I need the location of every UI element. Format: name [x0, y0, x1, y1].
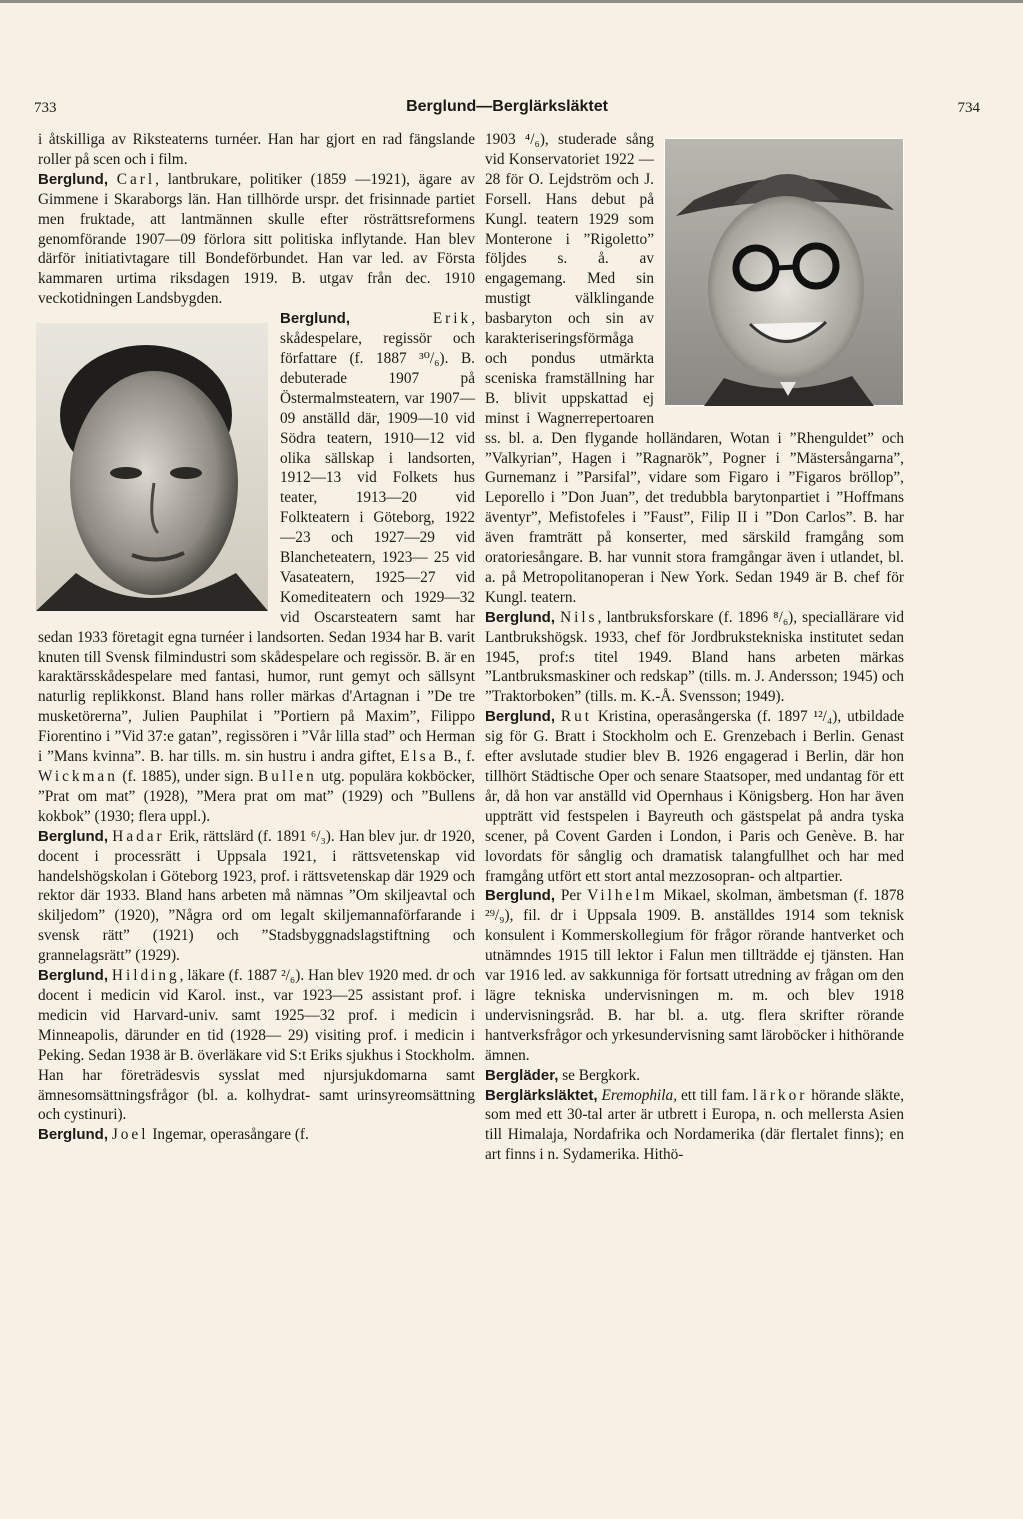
page-number-right: 734 [957, 100, 980, 116]
headword: Berglund, [485, 708, 555, 726]
headword: Berglund, [485, 887, 555, 905]
entry-text-4: utg. populära kokböcker, ”Prat om mat” (1928), ”Mera prat om mat” (1929) och ”Bullens kokbok” (1930; flera uppl.). [38, 768, 475, 825]
spaced-name-bullen: Bullen [258, 768, 317, 785]
entry-text: , lantbruksforskare (f. 1896 ⁸/₆), speciallärare vid Lantbrukshögsk. 1933, chef för Jordbrukstekniska institutet sedan 1945, prof:s titel 1949. Bland hans arbeten märkas ”Lantbruksmaskiner och redskap” (tills. m. J. Andersson; 1945) och ”Traktorboken” (tills. m. K.-Å. Svensson; 1949). [485, 608, 905, 706]
entry-rut [485, 707, 904, 886]
headword: Berglund, [38, 967, 108, 985]
entry-text: ett till fam. [680, 1086, 749, 1104]
given-name: Carl [116, 170, 156, 188]
spaced-name-wickman: Wickman [38, 768, 118, 785]
entry-erik [38, 309, 475, 827]
entry-text: Ingemar, operasångare (f. [152, 1126, 309, 1144]
entry-text-2: hörande släkte, som med ett 30-tal arter är utbrett i Europa, n. och mellersta Asien till Himalaja, Nordafrika och Nordamerika (där flertalet finns); en art finns i n. Sydamerika. Hithö- [485, 1086, 905, 1164]
continuation-paragraph: i åtskilliga av Riksteaterns turnéer. Han har gjort en rad fängslande roller på scen och i film. [38, 131, 475, 168]
top-rule [0, 0, 1023, 3]
headword: Berglund, [485, 608, 555, 626]
given-name: Joel [111, 1126, 149, 1144]
right-column [485, 130, 904, 1165]
entry-text: , läkare (f. 1887 ²/₆). Han blev 1920 med. dr och docent i medicin vid Karol. inst., var 1923—25 assistant prof. i medicin vid Harvard-univ. samt 1925—32 prof. i medicin i Minneapolis, därunder en tid (1928— 29) visiting prof. i medicin i Peking. Sedan 1938 är B. överläkare vid S:t Eriks sjukhus i Stockholm. Han har företrädesvis sysslat med njursjukdomarna samt ämnesomsättningsfrågor (bl. a. kolhydrat- samt urinsyreomsättning och cystinuri). [38, 967, 475, 1124]
entry-text: Mikael, skolman, ämbetsman (f. 1878 ²⁹/₉), fil. dr i Uppsala 1909. B. anställdes 1914 som teknisk konsulent i Kommerskollegium för frågor rörande hantverket och utnämndes 1915 till lektor i Falun men tillträdde ej tjänsten. Han var 1916 led. av sakkunniga för fortsatt utredning av frågan om den lägre tekniska undervisningen m. m. och blev 1918 undervisningsråd. B. har bl. a. utg. flera skrifter rörande hantverksfrågor och yrkesundervisning samt läroböcker i hithörande ämnen. [485, 887, 905, 1064]
entry-joel [38, 1125, 475, 1145]
given-name: Vilhelm [587, 887, 658, 905]
entry-berglarkslaktet [485, 1086, 904, 1166]
headword: Berglund, [38, 827, 108, 845]
given-name: Erik [432, 310, 472, 328]
entry-hadar [38, 827, 475, 966]
headword: Berglärksläktet, [485, 1086, 598, 1104]
entry-text: se Bergkork. [562, 1066, 641, 1084]
headword: Berglund, [38, 1126, 108, 1144]
given-name: Hilding [111, 967, 180, 985]
entry-per [485, 886, 904, 1065]
entry-carl [38, 170, 475, 309]
given-name: Rut [560, 708, 593, 726]
entry-berglader [485, 1066, 904, 1086]
headword: Berglund, [38, 170, 108, 188]
page-number-left: 733 [34, 100, 57, 116]
entry-text: , skådespelare, regissör och författare (f. 1887 ³⁰/₆). B. debuterade 1907 på Östermalmsteatern, var 1907—09 anställd där, 1909—10 vid Södra teatern, 1910—12 vid olika sällskap i landsorten, 1912—13 vid Folkets hus teater, 1913—20 vid Folkteatern i Göteborg, 1922 —23 och 1927—29 vid Blancheteatern, 1923— 25 vid Vasateatern, 1925—27 vid Komediteatern och 1929—32 vid Oscarsteatern samt har sedan 1933 företagit egna turnéer i landsorten. Sedan 1934 har B. varit knuten till Svensk filmindustri som skådespelare och regissör. B. är en karaktärsskådespelare med fantasi, humor, runt gemyt och sällsynt naturlig replikkonst. Bland hans roller märkas d'Artagnan i ”De tre musketörerna”, Julien Pauphilat i ”Portiern på Maxim”, Filippo Fiorentino i ”Vid 37:e gatan”, regissören i ”Vår lilla stad” och Herman i ”Mans kvinna”. B. har tills. m. sin hustru i andra giftet, [38, 310, 475, 766]
headword: Bergläder, [485, 1066, 559, 1084]
spaced-name-elsa: Elsa [400, 748, 439, 766]
header-title: Berglund—Berglärksläktet [406, 98, 608, 115]
portrait-photo-erik [36, 323, 268, 611]
entry-text: 1903 ⁴/₆), studerade sång vid Konservatoriet 1922 —28 för O. Lejdström och J. Forsell. Hans debut på Kungl. teatern 1929 som Monterone i ”Rigoletto” följdes s. å. av engagemang. Med sin mustigt välklingande basbaryton och sin av karakteriseringsförmåga och pondus utmärkta sceniska framställning har B. blivit uppskattad ej minst i Wagnerrepertoaren ss. bl. a. Den flygande holländaren, Wotan i ”Rhenguldet” och ”Valkyrian”, Hagen i ”Ragnarök”, Pogner i ”Mästersångarna”, Gurnemanz i ”Parsifal”, vidare som Figaro i ”Figaros bröllop”, Leporello i ”Don Juan”, det tredubbla barytonpartiet i ”Hoffmans äventyr”, Mefistofeles i ”Faust”, Filip II i ”Don Carlos”. B. har även framträtt på konserter, med särskild framgång som oratoriesångare. B. har vunnit stora framgångar även i utlandet, bl. a. på Metropolitanoperan i New York. Sedan 1949 är B. chef för Kungl. teatern. [485, 131, 904, 606]
headword: Berglund, [280, 310, 350, 328]
left-column [38, 130, 475, 1145]
entry-hilding [38, 966, 475, 1125]
given-name: Nils [560, 608, 598, 626]
latin-name: Eremophila, [601, 1086, 678, 1104]
entry-text: , lantbrukare, politiker (1859 —1921), ägare av Gimmene i Skaraborgs län. Han tillhörde urspr. det frisinnade partiet men fruktade, att lantmännen skulle efter rösträttsreformens genomförande 1907—09 förlora sitt politiska inflytande. Han blev därför initiativtagare till Bondeförbundet. Han var led. av Första kammaren urtima riksdagen 1919. B. utgav från dec. 1910 veckotidningen Landsbygden. [38, 170, 476, 308]
entry-text-3: (f. 1885), under sign. [122, 768, 254, 785]
portrait-photo-joel [664, 138, 904, 406]
running-header [34, 96, 980, 122]
first-name: Per [560, 887, 582, 905]
entry-text: Erik, rättslärd (f. 1891 ⁶/₃). Han blev jur. dr 1920, docent i processrätt i Uppsala 1921, i rättsvetenskap vid handelshögskolan i Göteborg 1923, prof. i rättsvetenskap där 1929 och rektor där 1933. Bland hans arbeten må nämnas ”Om skiljeavtal och skiljedom” (1920), ”Några ord om legalt skiljemannaförfarande i svensk rätt” (1921) och ”Stadsbyggnadslagstiftning och grannelagsrätt” (1929). [38, 827, 476, 965]
given-name: Hadar [112, 827, 165, 845]
entry-text: Kristina, operasångerska (f. 1897 ¹²/₄), utbildade sig för G. Bratt i Stockholm och E. Grenzebach i Berlin. Genast efter avslutade studier blev B. 1926 engagerad i Berlin, där hon tillhört Städtische Oper och senare Staatsoper, med undantag för ett år, då hon var anställd vid Opernhaus i Königsberg. Hon har även uppträtt vid festspelen i Bayreuth och gästspelat på andra tyska scener, på Covent Garden i London, i Paris och Genève. B. har lovordats för sånglig och dramatisk talangfullhet och har med framgång utfört ett stort antal mezzosopran- och altpartier. [485, 708, 905, 885]
spaced-word-larkor: lärkor [752, 1086, 808, 1104]
entry-nils [485, 608, 904, 708]
entry-joel-continued [485, 130, 904, 608]
entry-text-2: B., f. [443, 748, 476, 766]
